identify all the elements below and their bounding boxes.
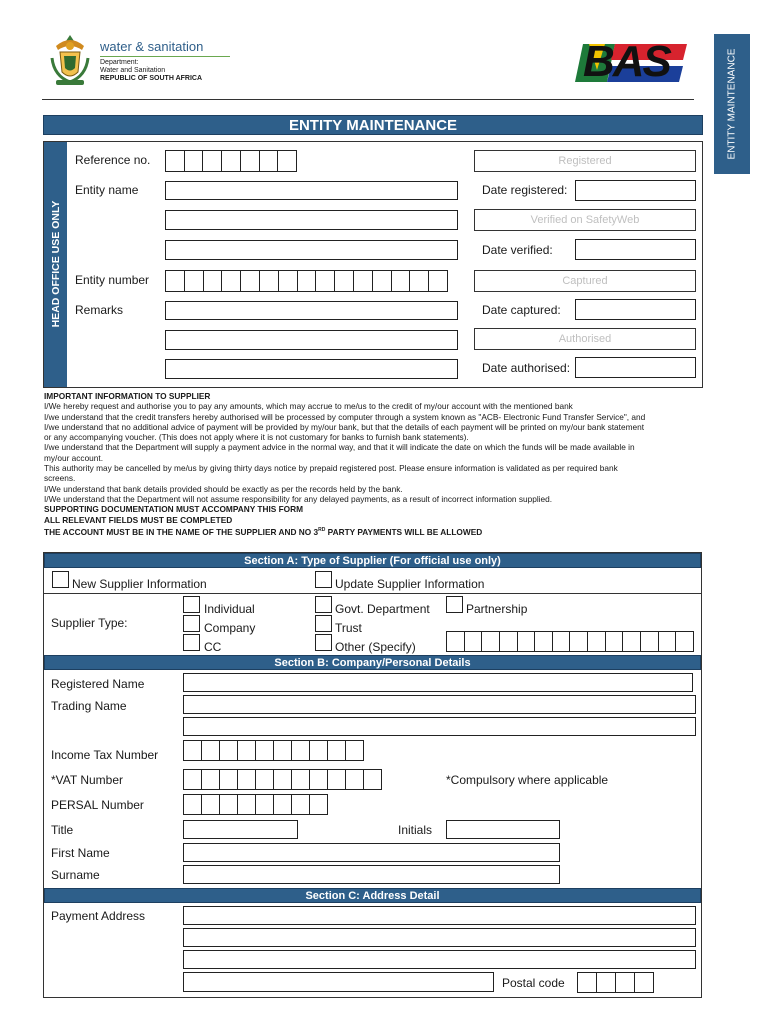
individual-checkbox[interactable] [183,596,200,613]
info-line: I/we understand that the credit transfers hereby authorised will be processed by computer through a system known as "ACB- Electronic Fund Transfer Service", and [44,411,646,422]
coat-of-arms-icon [48,32,92,88]
info-bold-text: THE ACCOUNT MUST BE IN THE NAME OF THE SUPPLIER AND NO 3 [44,526,319,537]
title-label: Title [51,823,74,837]
info-line: I/We understand that bank details provided should be exactly as per the records held by the bank. [44,483,403,494]
initials-label: Initials [398,823,433,837]
bas-logo-text: BAS [583,37,670,86]
info-line: I/We understand that the Department will not assume responsibility for any delayed payments, as a result of incorrect information supplied. [44,493,553,504]
other-checkbox[interactable] [315,634,332,651]
side-tab [714,34,750,174]
remarks-input-3[interactable] [165,359,458,379]
status-authorised[interactable]: Authorised [474,328,696,350]
bas-logo [575,37,690,86]
cc-checkbox[interactable] [183,634,200,651]
new-supplier-label: New Supplier Information [72,577,207,591]
entity-number-input[interactable] [165,270,448,292]
trading-name-input-2[interactable] [183,717,696,736]
section-c-title: Section C: Address Detail [44,888,701,903]
trust-label: Trust [335,621,362,635]
info-bold-line: ALL RELEVANT FIELDS MUST BE COMPLETED [44,514,233,525]
info-line: This authority may be cancelled by me/us by giving thirty days notice by prepaid registered post. Please ensure information is validated as per required bank [44,463,618,474]
reference-no-label: Reference no. [75,153,151,167]
income-tax-input[interactable] [183,740,364,761]
vat-label: *VAT Number [51,773,124,787]
form-title: ENTITY MAINTENANCE [43,115,703,135]
postal-code-label: Postal code [502,976,565,990]
income-tax-label: Income Tax Number [51,748,159,762]
entity-name-input-1[interactable] [165,181,458,200]
registered-name-input[interactable] [183,673,693,692]
entity-name-input-3[interactable] [165,240,458,260]
govt-department-label: Govt. Department [335,602,430,616]
info-line: my/our account. [44,452,104,463]
date-captured-label: Date captured: [482,303,561,317]
other-specify-input[interactable] [446,631,694,652]
persal-label: PERSAL Number [51,798,144,812]
section-b-title: Section B: Company/Personal Details [44,655,701,670]
status-registered[interactable]: Registered [474,150,696,172]
registered-name-label: Registered Name [51,677,145,691]
date-captured-input[interactable] [575,299,696,320]
payment-address-input-2[interactable] [183,928,696,947]
info-line: I/We hereby request and authorise you to pay any amounts, which may accrue to me/us to the credit of my/our account with the mentioned bank [44,401,573,412]
dept-divider [100,56,230,57]
info-line: screens. [44,473,76,484]
head-office-sidebar [44,142,67,387]
header-rule [42,99,694,100]
surname-input[interactable] [183,865,560,884]
date-authorised-label: Date authorised: [482,361,571,375]
entity-name-input-2[interactable] [165,210,458,230]
dept-logo [48,32,233,88]
other-label: Other (Specify) [335,640,416,654]
reference-no-input[interactable] [165,150,297,172]
dept-title: water & sanitation [100,39,204,54]
remarks-input-2[interactable] [165,330,458,350]
remarks-label: Remarks [75,303,124,317]
date-verified-label: Date verified: [482,243,553,257]
vat-input[interactable] [183,769,382,790]
date-registered-input[interactable] [575,180,696,201]
date-authorised-input[interactable] [575,357,696,378]
title-input[interactable] [183,820,298,839]
trading-name-input-1[interactable] [183,695,696,714]
status-verified[interactable]: Verified on SafetyWeb [474,209,696,231]
payment-address-input-1[interactable] [183,906,696,925]
important-info [44,391,704,537]
initials-input[interactable] [446,820,560,839]
govt-department-checkbox[interactable] [315,596,332,613]
payment-address-label: Payment Address [51,909,146,923]
surname-label: Surname [51,868,100,882]
partnership-checkbox[interactable] [446,596,463,613]
remarks-input-1[interactable] [165,301,458,320]
head-office-vertical-label: HEAD OFFICE USE ONLY [50,200,62,328]
persal-input[interactable] [183,794,328,815]
dept-line3: REPUBLIC OF SOUTH AFRICA [100,75,203,82]
section-a-title: Section A: Type of Supplier (For official use only) [44,553,701,568]
new-supplier-checkbox[interactable] [52,571,69,588]
info-bold-superscript: RD [318,526,326,533]
update-supplier-checkbox[interactable] [315,571,332,588]
date-verified-input[interactable] [575,239,696,260]
first-name-input[interactable] [183,843,560,862]
individual-label: Individual [204,602,255,616]
info-bold-text: PARTY PAYMENTS WILL BE ALLOWED [325,526,483,537]
entity-number-label: Entity number [75,273,150,287]
cc-label: CC [204,640,222,654]
partnership-label: Partnership [466,602,528,616]
info-line: or any accompanying voucher. (This does not apply where it is not customary for banks to furnish bank statements). [44,432,469,443]
info-line: I/we understand that no additional advice of payment will be provided by my/our bank, but that the details of each payment will be printed on my/our bank statement [44,421,645,432]
first-name-label: First Name [51,846,110,860]
info-bold-line [44,525,704,537]
trust-checkbox[interactable] [315,615,332,632]
compulsory-note: *Compulsory where applicable [446,773,609,787]
entity-name-label: Entity name [75,183,139,197]
info-bold-line: SUPPORTING DOCUMENTATION MUST ACCOMPANY THIS FORM [44,504,304,515]
dept-line1: Department: [100,59,139,66]
payment-address-input-3[interactable] [183,950,696,969]
trading-name-label: Trading Name [51,699,127,713]
postal-code-input[interactable] [577,972,654,993]
date-registered-label: Date registered: [482,183,568,197]
status-captured[interactable]: Captured [474,270,696,292]
update-supplier-label: Update Supplier Information [335,577,485,591]
section-a-divider [44,593,701,594]
head-office-block [43,141,703,388]
side-tab-label: ENTITY MAINTENANCE [726,48,738,160]
company-label: Company [204,621,256,635]
company-checkbox[interactable] [183,615,200,632]
info-line: I/we understand that the Department will supply a payment advice in the normal way, and that it will indicate the date on which the funds will be made available in [44,442,635,453]
dept-line2: Water and Sanitation [100,67,166,74]
important-info-heading: IMPORTANT INFORMATION TO SUPPLIER [44,391,211,401]
supplier-type-label: Supplier Type: [51,616,128,630]
payment-address-input-4[interactable] [183,972,494,992]
